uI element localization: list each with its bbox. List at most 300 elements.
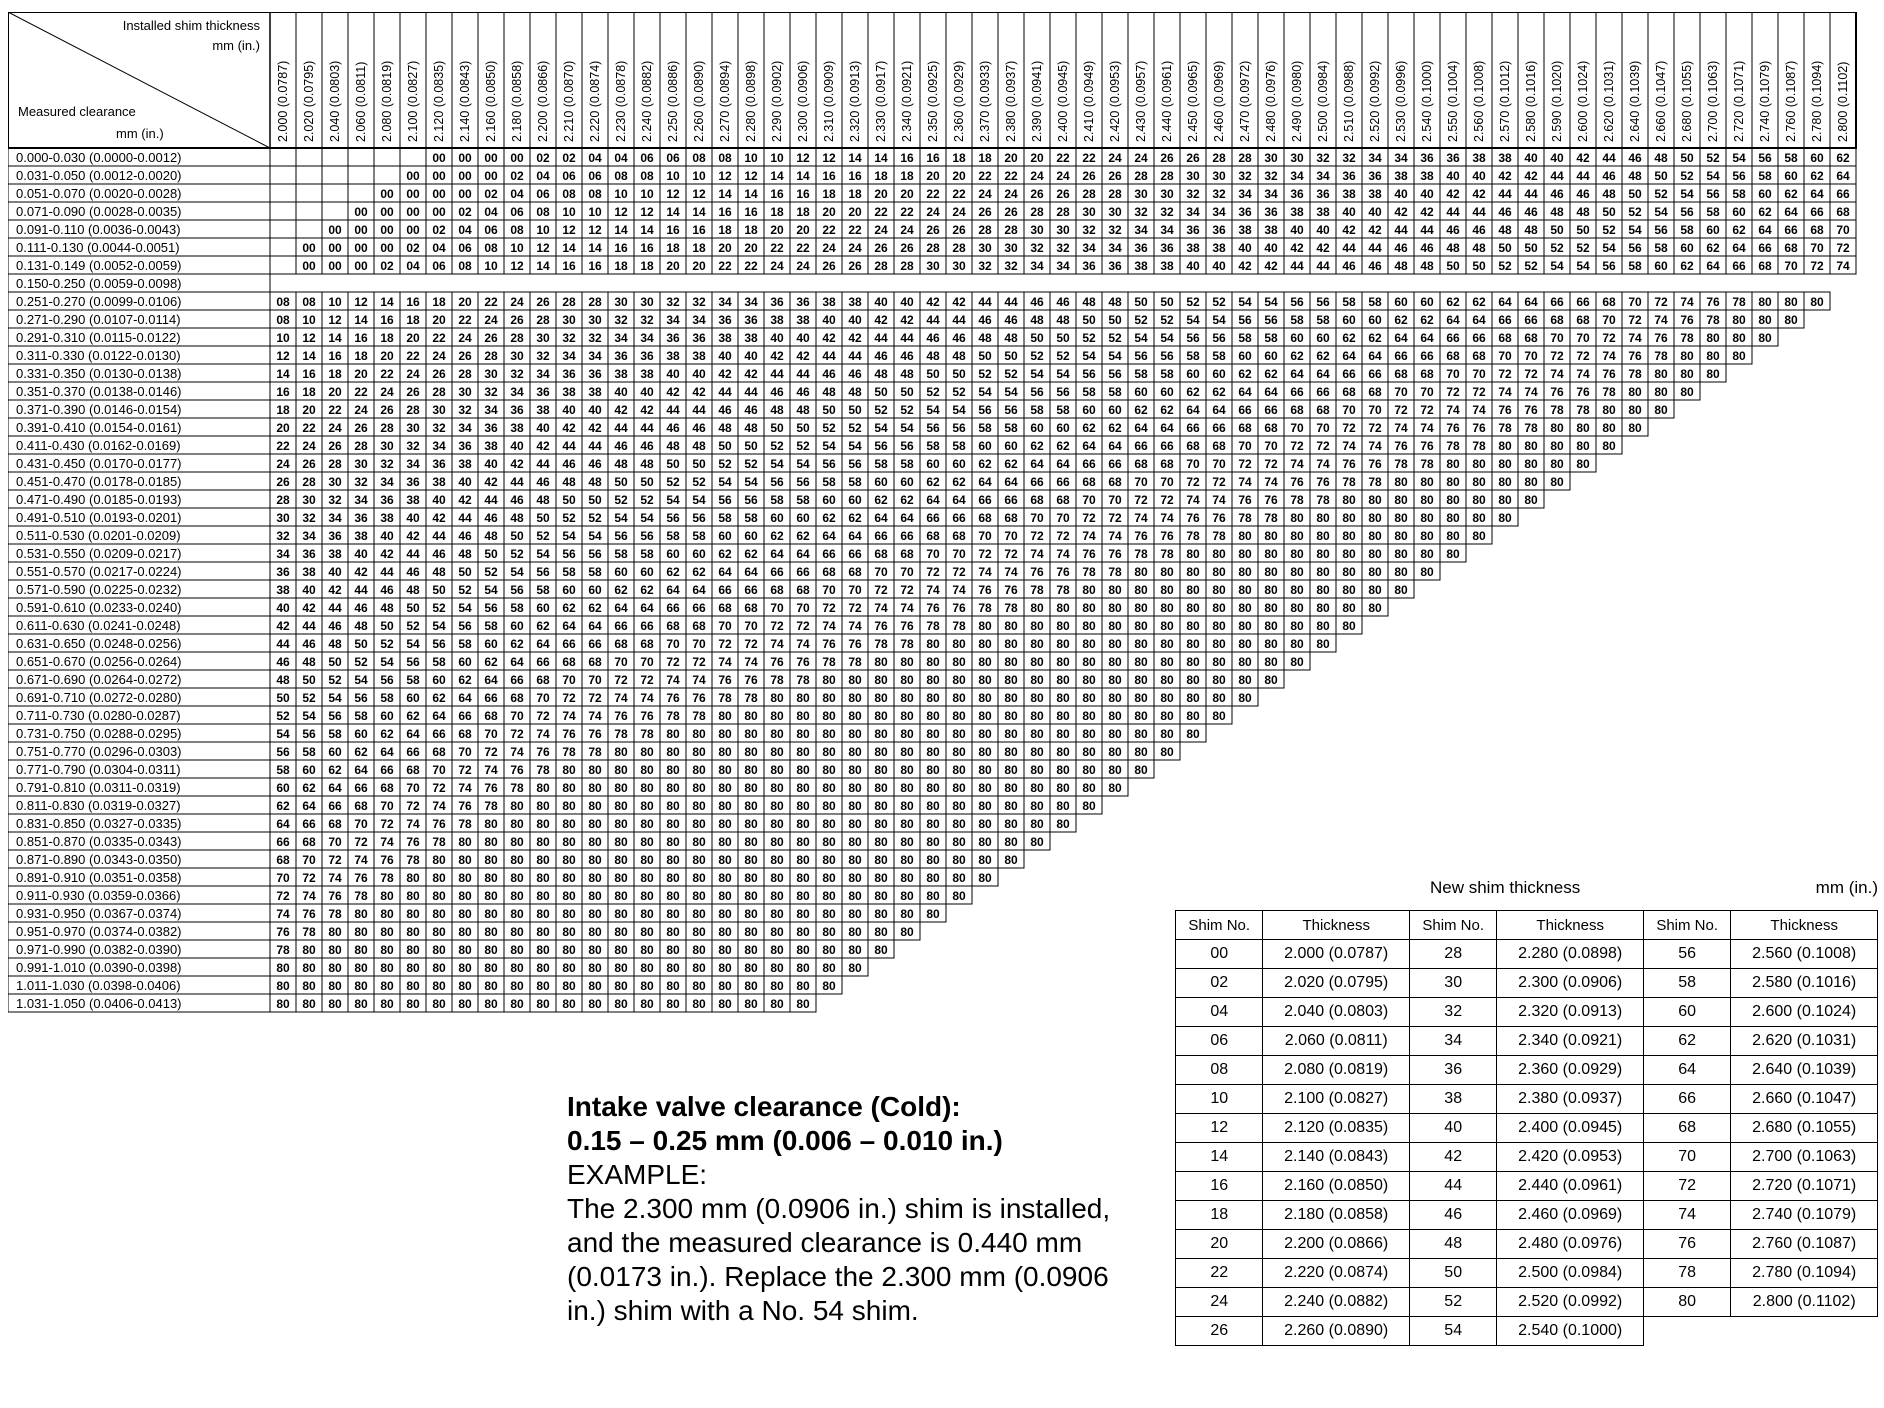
chart-cell-value: 58 [1108,385,1122,399]
chart-cell-value: 50 [614,475,628,489]
chart-cell-value: 60 [1316,331,1330,345]
chart-cell-value: 70 [1186,457,1200,471]
chart-cell-value: 44 [1004,295,1018,309]
chart-cell-value: 80 [640,943,654,957]
chart-cell-value: 74 [1680,295,1694,309]
chart-cell-value: 20 [302,403,316,417]
chart-cell-value: 20 [1004,151,1018,165]
chart-cell-value: 52 [874,403,888,417]
chart-cell-value: 68 [562,655,576,669]
chart-cell-value: 56 [770,475,784,489]
chart-cell-value: 58 [484,619,498,633]
new-shim-cell: 60 [1643,998,1730,1027]
chart-cell-value: 50 [1654,169,1668,183]
chart-cell-value: 62 [796,529,810,543]
chart-cell-value: 50 [1160,295,1174,309]
new-shim-cell: 62 [1643,1027,1730,1056]
chart-cell-value: 26 [354,421,368,435]
chart-cell-value: 80 [1238,529,1252,543]
chart-cell-value: 80 [718,709,732,723]
chart-cell-value: 64 [328,781,342,795]
new-shim-cell: 74 [1643,1201,1730,1230]
chart-cell-value: 80 [848,763,862,777]
chart-cell-value: 74 [406,817,420,831]
chart-cell-value: 28 [536,313,550,327]
chart-cell-value: 54 [380,655,394,669]
chart-cell-value: 62 [614,583,628,597]
chart-cell-value: 80 [1420,547,1434,561]
chart-cell-value: 80 [926,763,940,777]
chart-cell-value: 80 [484,979,498,993]
new-shim-cell: 02 [1176,969,1263,998]
chart-cell-value: 10 [744,151,758,165]
chart-cell-value: 22 [900,205,914,219]
chart-cell-value: 72 [562,691,576,705]
chart-cell-value: 80 [1238,619,1252,633]
chart-cell-value: 50 [718,439,732,453]
chart-cell [296,148,322,166]
installed-shim-label: Installed shim thickness [122,18,260,33]
chart-cell-value: 14 [744,187,758,201]
row-label: 0.871-0.890 (0.0343-0.0350) [16,852,182,867]
chart-cell-value: 30 [406,421,420,435]
chart-cell-value: 68 [952,529,966,543]
chart-cell-value: 22 [1082,151,1096,165]
chart-cell-value: 60 [1654,259,1668,273]
chart-cell-value: 66 [1264,403,1278,417]
chart-cell-value: 80 [718,979,732,993]
chart-cell-value: 80 [1004,691,1018,705]
chart-cell-value: 80 [510,871,524,885]
chart-cell-value: 48 [1524,223,1538,237]
chart-cell-value: 52 [1108,331,1122,345]
chart-cell-value: 46 [1368,259,1382,273]
chart-cell-value: 80 [328,979,342,993]
new-shim-cell: 66 [1643,1085,1730,1114]
chart-cell-value: 22 [484,295,498,309]
chart-cell-value: 68 [588,655,602,669]
chart-cell-value: 80 [1706,331,1720,345]
new-shim-cell: 2.260 (0.0890) [1263,1317,1410,1346]
chart-cell-value: 80 [952,853,966,867]
chart-cell-value: 24 [770,259,784,273]
chart-cell-value: 54 [406,637,420,651]
chart-cell-value: 60 [692,547,706,561]
chart-cell-value: 60 [1394,295,1408,309]
chart-cell-value: 80 [692,781,706,795]
chart-cell-value: 42 [1394,205,1408,219]
chart-cell-value: 80 [926,709,940,723]
chart-cell-value: 16 [744,205,758,219]
chart-cell-value: 40 [302,583,316,597]
chart-cell-value: 60 [1134,385,1148,399]
chart-cell-value: 80 [1056,691,1070,705]
chart-cell-value: 12 [692,187,706,201]
chart-cell-value: 80 [1394,565,1408,579]
chart-cell-value: 80 [900,781,914,795]
chart-cell-value: 56 [1706,187,1720,201]
chart-cell-value: 46 [666,421,680,435]
chart-cell-value: 80 [718,925,732,939]
chart-cell-value: 34 [432,439,446,453]
row-label: 0.691-0.710 (0.0272-0.0280) [16,690,182,705]
chart-cell-value: 38 [1212,241,1226,255]
chart-cell-value: 58 [302,745,316,759]
chart-cell-value: 62 [562,601,576,615]
chart-cell-value: 48 [1602,187,1616,201]
chart-cell-value: 38 [562,385,576,399]
row-label: 0.971-0.990 (0.0382-0.0390) [16,942,182,957]
chart-cell-value: 80 [744,925,758,939]
chart-cell-value: 18 [744,223,758,237]
chart-cell-value: 80 [302,997,316,1011]
chart-cell-value: 76 [510,763,524,777]
chart-cell-value: 34 [510,385,524,399]
chart-cell-value: 20 [744,241,758,255]
chart-cell-value: 22 [822,223,836,237]
chart-cell-value: 50 [900,385,914,399]
chart-cell-value: 00 [432,205,446,219]
chart-cell-value: 60 [1680,241,1694,255]
chart-cell-value: 80 [1108,601,1122,615]
chart-cell-value: 30 [510,349,524,363]
chart-cell-value: 80 [1420,529,1434,543]
chart-cell-value: 34 [380,475,394,489]
chart-cell-value: 80 [1784,295,1798,309]
chart-cell-value: 24 [978,187,992,201]
chart-cell-value: 46 [406,565,420,579]
chart-cell-value: 72 [900,583,914,597]
chart-cell-value: 42 [406,529,420,543]
chart-cell-value: 70 [692,637,706,651]
chart-cell-value: 80 [614,799,628,813]
chart-cell-value: 44 [900,331,914,345]
chart-cell-value: 80 [1004,655,1018,669]
new-shim-cell: 2.440 (0.0961) [1497,1172,1644,1201]
chart-cell-value: 78 [640,727,654,741]
row-label: 0.391-0.410 (0.0154-0.0161) [16,420,182,435]
chart-cell-value: 60 [354,727,368,741]
chart-cell-value: 46 [1524,205,1538,219]
chart-cell-value: 20 [926,169,940,183]
chart-cell-value: 80 [770,907,784,921]
chart-cell-value: 80 [848,853,862,867]
chart-cell-value: 74 [458,781,472,795]
chart-cell-value: 60 [1342,313,1356,327]
chart-cell-value: 58 [1290,313,1304,327]
chart-cell-value: 80 [822,961,836,975]
column-header: 2.350 (0.0925) [926,60,940,142]
chart-cell-value: 80 [536,781,550,795]
chart-cell-value: 44 [588,439,602,453]
chart-cell-value: 20 [848,205,862,219]
chart-cell-value: 66 [1394,349,1408,363]
row-label: 0.071-0.090 (0.0028-0.0035) [16,204,182,219]
chart-cell-value: 46 [1628,151,1642,165]
chart-cell-value: 80 [822,871,836,885]
chart-cell-value: 56 [588,547,602,561]
chart-cell-value: 80 [276,979,290,993]
chart-cell-value: 26 [484,331,498,345]
chart-cell-value: 24 [380,385,394,399]
chart-cell-value: 80 [640,871,654,885]
chart-cell-value: 20 [822,205,836,219]
chart-cell-value: 80 [874,871,888,885]
chart-cell-value: 44 [1446,205,1460,219]
chart-cell-value: 78 [1290,493,1304,507]
chart-cell-value: 38 [302,565,316,579]
chart-cell-value: 62 [1706,241,1720,255]
chart-cell-value: 80 [1134,619,1148,633]
chart-cell-value: 80 [536,961,550,975]
chart-cell-value: 80 [1368,529,1382,543]
chart-cell-value: 56 [1680,205,1694,219]
column-header: 2.580 (0.1016) [1524,60,1538,142]
chart-cell-value: 64 [354,763,368,777]
chart-cell-value: 50 [328,655,342,669]
chart-cell-value: 80 [1004,637,1018,651]
chart-cell-value: 56 [1628,241,1642,255]
chart-cell-value: 80 [484,889,498,903]
chart-cell-value: 74 [796,637,810,651]
new-shim-cell: 2.180 (0.0858) [1263,1201,1410,1230]
chart-cell-value: 24 [796,259,810,273]
column-header: 2.440 (0.0961) [1160,60,1174,142]
chart-cell-value: 54 [1576,259,1590,273]
chart-cell-value: 80 [900,871,914,885]
chart-cell-value: 32 [1134,205,1148,219]
chart-cell-value: 80 [1472,475,1486,489]
chart-cell-value: 80 [1446,529,1460,543]
chart-cell-value: 28 [926,241,940,255]
chart-cell-value: 80 [1238,691,1252,705]
chart-cell [270,166,296,184]
chart-cell-value: 64 [666,583,680,597]
chart-cell-value: 80 [1498,511,1512,525]
chart-cell-value: 64 [848,529,862,543]
chart-cell-value: 52 [302,691,316,705]
chart-cell-value: 06 [536,187,550,201]
table-row [1176,998,1878,1027]
chart-cell-value: 72 [1602,331,1616,345]
chart-cell-value: 32 [1108,223,1122,237]
chart-cell-value: 06 [510,205,524,219]
chart-cell-value: 74 [510,745,524,759]
chart-cell-value: 38 [718,331,732,345]
new-shim-cell: 2.160 (0.0850) [1263,1172,1410,1201]
chart-cell-value: 20 [276,421,290,435]
chart-cell-value: 14 [354,313,368,327]
chart-cell-value: 72 [1290,439,1304,453]
chart-cell-value: 72 [354,835,368,849]
chart-cell-value: 80 [796,691,810,705]
chart-cell-value: 80 [1030,637,1044,651]
chart-cell-value: 80 [1004,835,1018,849]
chart-cell-value: 72 [1836,241,1850,255]
chart-cell-value: 36 [1420,151,1434,165]
chart-cell [348,148,374,166]
chart-cell-value: 72 [692,655,706,669]
chart-cell-value: 56 [1186,331,1200,345]
chart-cell-value: 80 [1394,583,1408,597]
chart-cell-value: 40 [484,457,498,471]
chart-cell-value: 58 [510,601,524,615]
chart-cell-value: 80 [1212,673,1226,687]
chart-cell-value: 24 [354,403,368,417]
chart-cell [270,238,296,256]
chart-cell-value: 22 [770,241,784,255]
new-shim-cell: 34 [1409,1027,1496,1056]
chart-cell-value: 80 [718,799,732,813]
chart-cell-value: 22 [458,313,472,327]
row-label: 0.000-0.030 (0.0000-0.0012) [16,150,182,165]
chart-cell-value: 08 [718,151,732,165]
chart-cell-value: 26 [822,259,836,273]
chart-cell-value: 68 [1550,313,1564,327]
row-label: 0.091-0.110 (0.0036-0.0043) [16,222,181,237]
chart-cell-value: 36 [1238,205,1252,219]
chart-cell-value: 40 [900,295,914,309]
chart-cell-value: 80 [744,727,758,741]
chart-cell-value: 20 [796,223,810,237]
chart-cell-value: 58 [380,691,394,705]
chart-cell-value: 66 [1550,295,1564,309]
chart-cell-value: 54 [458,601,472,615]
chart-cell-value: 68 [510,691,524,705]
chart-cell-value: 80 [614,781,628,795]
chart-cell-value: 80 [354,997,368,1011]
chart-cell-value: 80 [1134,655,1148,669]
chart-cell-value: 80 [1238,547,1252,561]
chart-cell-value: 72 [1420,403,1434,417]
chart-cell-value: 32 [1316,151,1330,165]
chart-cell-value: 66 [1576,295,1590,309]
chart-cell-value: 70 [1238,439,1252,453]
chart-cell-value: 58 [1316,313,1330,327]
chart-cell-value: 18 [380,331,394,345]
chart-cell-value: 80 [666,871,680,885]
table-row [1176,1056,1878,1085]
new-shim-cell: 26 [1176,1317,1263,1346]
new-shim-cell: 2.100 (0.0827) [1263,1085,1410,1114]
chart-cell-value: 46 [1394,241,1408,255]
row-label: 0.991-1.010 (0.0390-0.0398) [16,960,182,975]
chart-cell-value: 58 [874,457,888,471]
chart-cell-value: 62 [1420,313,1434,327]
chart-cell-value: 64 [1238,385,1252,399]
chart-cell-value: 60 [900,475,914,489]
chart-cell-value: 66 [1290,385,1304,399]
chart-cell-value: 70 [926,547,940,561]
chart-cell-value: 52 [484,565,498,579]
chart-cell-value: 80 [848,673,862,687]
chart-cell-value: 10 [562,205,576,219]
chart-cell-value: 58 [1368,295,1382,309]
chart-cell-value: 80 [614,763,628,777]
chart-cell-value: 68 [1784,241,1798,255]
chart-cell-value: 68 [718,601,732,615]
chart-cell-value: 48 [1056,313,1070,327]
column-header: 2.160 (0.0850) [484,60,498,142]
chart-cell-value: 68 [1316,403,1330,417]
chart-cell-value: 14 [302,349,316,363]
chart-cell-value: 80 [666,781,680,795]
chart-cell [296,220,322,238]
chart-cell-value: 68 [458,727,472,741]
chart-cell-value: 80 [536,997,550,1011]
chart-cell-value: 80 [380,943,394,957]
chart-cell-value: 58 [536,583,550,597]
chart-cell-value: 70 [1810,241,1824,255]
chart-cell-value: 42 [848,331,862,345]
chart-cell-value: 08 [692,151,706,165]
chart-cell-value: 72 [588,691,602,705]
chart-cell-value: 80 [640,979,654,993]
chart-cell-value: 80 [354,979,368,993]
chart-cell-value: 36 [302,547,316,561]
column-header: 2.590 (0.1020) [1550,60,1564,142]
new-shim-header: Thickness [1731,911,1878,940]
chart-cell-value: 68 [1134,457,1148,471]
chart-cell-value: 46 [588,457,602,471]
chart-cell-value: 80 [1524,457,1538,471]
column-header: 2.120 (0.0835) [432,60,446,142]
chart-cell-value: 70 [1264,439,1278,453]
chart-cell-value: 64 [380,745,394,759]
chart-cell-value: 12 [718,169,732,183]
chart-cell-value: 80 [978,619,992,633]
chart-cell-value: 76 [1238,493,1252,507]
chart-cell-value: 80 [848,961,862,975]
chart-cell-value: 80 [1368,511,1382,525]
column-header: 2.380 (0.0937) [1004,60,1018,142]
chart-cell-value: 50 [458,565,472,579]
chart-cell-value: 68 [354,799,368,813]
chart-cell-value: 80 [1524,439,1538,453]
chart-cell-value: 80 [1082,655,1096,669]
chart-cell-value: 48 [1550,205,1564,219]
chart-cell-value: 08 [276,295,290,309]
chart-cell-value: 16 [380,313,394,327]
column-header: 2.210 (0.0870) [562,60,576,142]
chart-cell-value: 80 [926,817,940,831]
chart-cell-value: 80 [1446,547,1460,561]
chart-cell-value: 80 [796,979,810,993]
chart-cell-value: 12 [588,223,602,237]
chart-cell-value: 40 [536,421,550,435]
chart-cell-value: 80 [536,853,550,867]
chart-cell-value: 34 [1394,151,1408,165]
chart-cell-value: 42 [1524,169,1538,183]
chart-cell-value: 80 [1004,727,1018,741]
chart-cell-value: 80 [900,889,914,903]
chart-cell-value: 74 [926,583,940,597]
chart-cell-value: 72 [1004,547,1018,561]
chart-cell-value: 80 [1134,727,1148,741]
chart-cell-value: 34 [1056,259,1070,273]
chart-cell-value: 80 [484,961,498,975]
chart-cell-value: 54 [588,529,602,543]
chart-cell-value: 80 [1316,637,1330,651]
chart-cell-value: 80 [1706,349,1720,363]
chart-cell-value: 30 [1030,223,1044,237]
chart-cell-value: 70 [1316,421,1330,435]
new-shim-header: Shim No. [1409,911,1496,940]
chart-cell-value: 22 [926,187,940,201]
chart-cell-value: 78 [380,871,394,885]
chart-cell-value: 54 [302,709,316,723]
chart-cell-value: 80 [1108,763,1122,777]
